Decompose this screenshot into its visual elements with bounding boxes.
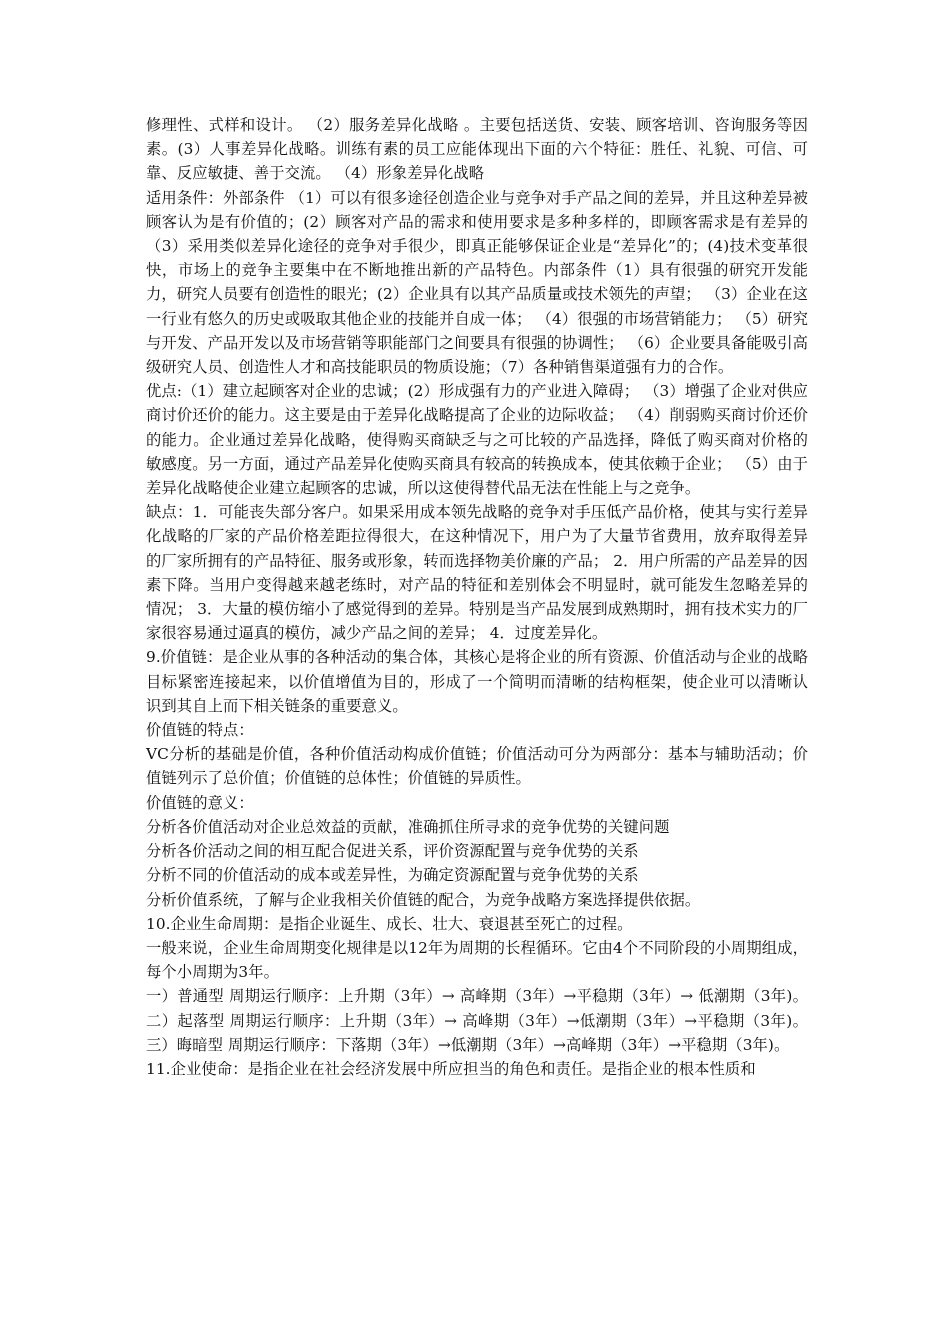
paragraph-life-cycle-definition: 10.企业生命周期：是指企业诞生、成长、壮大、衰退甚至死亡的过程。: [146, 914, 633, 933]
paragraph-value-chain-definition: 9.价值链：是企业从事的各种活动的集合体，其核心是将企业的所有资源、价值活动与企业的战略目标紧密连接起来，以价值增值为目的，形成了一个简明而清晰的结构框架，使企业可以清晰认识到其自上而下相关链条的重要意义。: [146, 648, 808, 715]
paragraph-differentiation-types: 修理性、式样和设计。 （2）服务差异化战略 。主要包括送货、安装、顾客培训、咨询服务等因素。(3）人事差异化战略。训练有素的员工应能体现出下面的六个特征：胜任、礼貌、可信、可靠、反应敏捷、善于交流。 （4）形象差异化战略: [146, 116, 808, 183]
paragraph-life-cycle-rule: 一般来说，企业生命周期变化规律是以12年为周期的长程循环。它由4个不同阶段的小周期组成，每个小周期为3年。: [146, 938, 808, 982]
document-page: [146, 113, 808, 1081]
paragraph-value-chain-features-heading: 价值链的特点：: [146, 721, 254, 740]
paragraph-mission-definition: 11.企业使命：是指企业在社会经济发展中所应担当的角色和责任。是指企业的根本性质和: [146, 1059, 756, 1078]
paragraph-significance-item-3: 分析不同的价值活动的成本或差异性，为确定资源配置与竞争优势的关系: [146, 866, 639, 885]
paragraph-significance-item-1: 分析各价值活动对企业总效益的贡献，准确抓住所寻求的竞争优势的关键问题: [146, 817, 670, 836]
paragraph-disadvantages: 缺点：1．可能丧失部分客户。如果采用成本领先战略的竞争对手压低产品价格，使其与实行差异化战略的厂家的产品价格差距拉得很大，在这种情况下，用户为了大量节省费用，放弃取得差异的厂家所拥有的产品特征、服务或形象，转而选择物美价廉的产品； 2．用户所需的产品差异的因素下降。当用户变得越来越老练时，对产品的特征和差别体会不明显时，就可能发生忽略差异的情况； 3．大量的模仿缩小了感觉得到的差异。特别是当产品发展到成熟期时，拥有技术实力的厂家很容易通过逼真的模仿，减少产品之间的差异； 4．过度差异化。: [146, 503, 808, 643]
paragraph-significance-item-4: 分析价值系统，了解与企业我相关价值链的配合，为竞争战略方案选择提供依据。: [146, 890, 701, 909]
paragraph-applicable-conditions: 适用条件：外部条件 （1）可以有很多途径创造企业与竞争对手产品之间的差异，并且这种差异被顾客认为是有价值的；(2）顾客对产品的需求和使用要求是多种多样的，即顾客需求是有差异的 （3）采用类似差异化途径的竞争对手很少，即真正能够保证企业是“差异化”的；(4)技术变革很快，市场上的竞争主要集中在不断地推出新的产品特色。内部条件（1）具有很强的研究开发能力，研究人员要有创造性的眼光；(2）企业具有以其产品质量或技术领先的声望； （3）企业在这一行业有悠久的历史或吸取其他企业的技能并自成一体； （4）很强的市场营销能力； （5）研究与开发、产品开发以及市场营销等职能部门之间要具有很强的协调性； （6）企业要具备能吸引高级研究人员、创造性人才和高技能职员的物质设施；（7）各种销售渠道强有力的合作。: [146, 188, 808, 377]
paragraph-life-cycle-types: 一）普通型 周期运行顺序：上升期（3年）→ 高峰期（3年）→平稳期（3年）→ 低潮期（3年)。二）起落型 周期运行顺序：上升期（3年）→ 高峰期（3年）→低潮期（3年）→平稳期（3年)。三）晦暗型 周期运行顺序：下落期（3年）→低潮期（3年）→高峰期（3年）→平稳期（3年)。: [146, 987, 808, 1054]
paragraph-significance-item-2: 分析各价活动之间的相互配合促进关系，评价资源配置与竞争优势的关系: [146, 842, 639, 861]
paragraph-value-chain-significance-heading: 价值链的意义：: [146, 793, 254, 812]
paragraph-value-chain-features: VC分析的基础是价值，各种价值活动构成价值链；价值活动可分为两部分：基本与辅助活动；价值链列示了总价值；价值链的总体性；价值链的异质性。: [146, 745, 808, 788]
paragraph-advantages: 优点:（1）建立起顾客对企业的忠诚；(2）形成强有力的产业进入障碍； （3）增强了企业对供应商讨价还价的能力。这主要是由于差异化战略提高了企业的边际收益； （4）削弱购买商讨价还价的能力。企业通过差异化战略，使得购买商缺乏与之可比较的产品选择，降低了购买商对价格的敏感度。另一方面，通过产品差异化使购买商具有较高的转换成本，使其依赖于企业； （5）由于差异化战略使企业建立起顾客的忠诚，所以这使得替代品无法在性能上与之竞争。: [146, 382, 808, 498]
